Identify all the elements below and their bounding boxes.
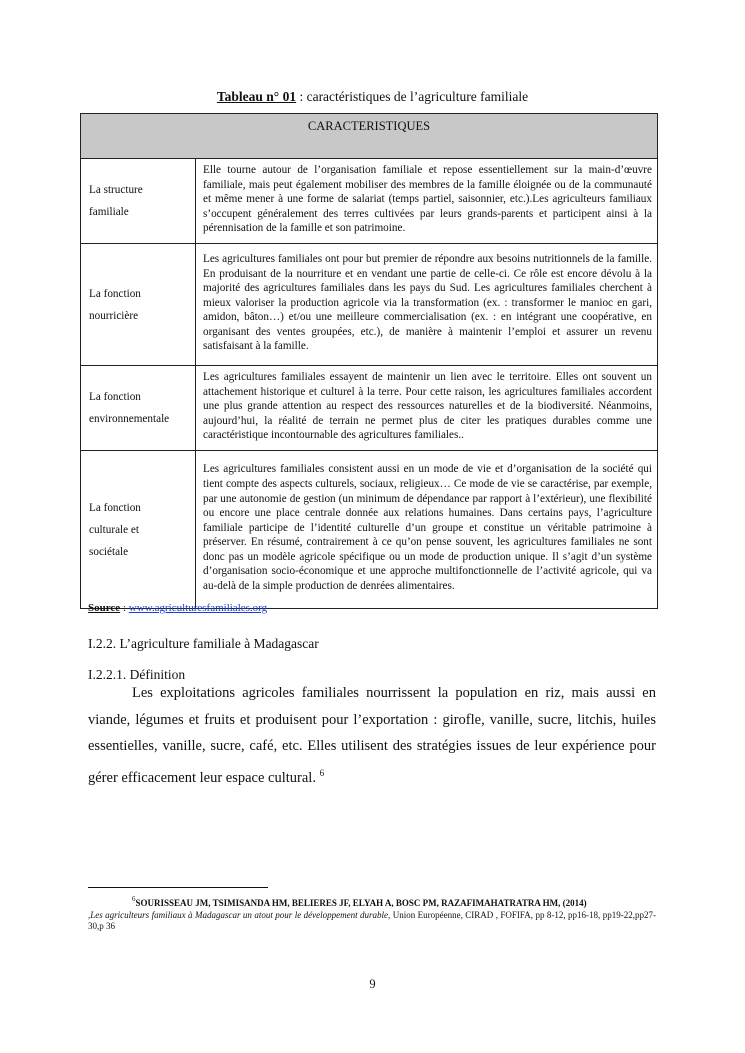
- table-row: [81, 451, 658, 609]
- footnote-reference[interactable]: 6: [319, 767, 325, 778]
- row-text: Les agricultures familiales consistent aussi en un mode de vie et d’organisation de la société qui tient compte des aspects culturels, sociaux, religieux… Ce mode de vie se caractérise, par exemple, par une autonomie de gestion (un minimum de dépendance par rapport à l’extérieur), une flexibilité ou encore une place centrale donnée aux relations humaines. Dans certains pays, l’agriculture familiale participe de l’identité culturelle d’un groupe et constitue un véritable patrimoine à préserver. En résumé, contrairement à ce qu’on pense souvent, les agricultures familiales ne sont donc pas un modèle agricole spécifique ou un mode de production unique. Il s’agit d’un système d’organisation socio-économique et une approche multifonctionnelle de l’activité agricole, qui va au-delà de la simple production de denrées alimentaires.: [196, 451, 658, 609]
- characteristics-table: [80, 113, 658, 609]
- row-text: Les agricultures familiales ont pour but premier de répondre aux besoins nutritionnels de la famille. En produisant de la nourriture et en vendant une partie de celle-ci. Ce rôle est encore dévolu à la majorité des agricultures familiales dans les pays du Sud. Les agricultures familiales cherchent à mieux valoriser la production agricole via la transformation (ex. : transformer le manioc en gari, amidon, bâton…) et/ou une meilleure commercialisation (ex. : en intégrant une coopérative, en organisant des ventes groupées, etc.), de manière à maintenir l’emploi et assurer un revenu satisfaisant à la famille.: [196, 244, 658, 366]
- row-label: La fonction culturale et sociétale: [81, 451, 196, 609]
- row-text: Elle tourne autour de l’organisation familiale et repose essentiellement sur la main-d’œuvre familiale, mais peut également mobiliser des membres de la famille éloignée ou de la communauté et même mener à une forme de salariat (temps partiel, saisonnier, etc.).Les agriculteurs familiaux s’occupent généralement des terres cultivées par leurs grands-parents et participent ainsi à la pérennisation de la famille et son patrimoine.: [196, 159, 658, 244]
- footnote-details: Union Européenne, CIRAD , FOFIFA, pp 8-12, pp16-18, pp19-22,pp27-30,p 36: [88, 909, 656, 931]
- table-header-row: [81, 114, 658, 159]
- row-label: La structure familiale: [81, 159, 196, 244]
- footnote: [88, 894, 656, 933]
- source-label: Source: [88, 602, 121, 614]
- table-caption-text: : caractéristiques de l’agriculture familiale: [296, 89, 529, 104]
- footnote-separator: [88, 887, 268, 888]
- page-number: 9: [369, 977, 376, 991]
- table-header: CARACTERISTIQUES: [81, 114, 658, 159]
- footnote-authors: SOURISSEAU JM, TSIMISANDA HM, BELIERES JF, ELYAH A, BOSC PM, RAZAFIMAHATRATRA HM, (2014): [135, 898, 587, 908]
- body-paragraph: Les exploitations agricoles familiales nourrissent la population en riz, mais aussi en viande, légumes et fruits et produisent pour l’exportation : girofle, vanille, sucre, litchis, huiles essentielles, vanille, sucre, café, etc. Elles utilisent des stratégies issues de leur expérience pour gérer efficacement leur espace cultural. $^6$: [88, 685, 656, 786]
- row-label: La fonction nourricière: [81, 244, 196, 366]
- source-link[interactable]: www.agriculturesfamiliales.org: [128, 602, 268, 614]
- table-caption-label: Tableau n° 01: [216, 89, 297, 104]
- table-source: Source : www.agriculturesfamiliales.org: [88, 602, 268, 614]
- footnote-mark: 6: [132, 895, 136, 903]
- table-row: [81, 244, 658, 366]
- table-row: [81, 366, 658, 451]
- table-row: [81, 159, 658, 244]
- subsection-heading: I.2.2.1. Définition: [88, 667, 186, 682]
- section-heading: I.2.2. L’agriculture familiale à Madagascar: [88, 636, 319, 651]
- table-caption: [0, 89, 745, 105]
- row-text: Les agricultures familiales essayent de maintenir un lien avec le territoire. Elles ont souvent un attachement historique et culturel à la terre. Pour cette raison, les agricultures familiales accordent une plus grande attention au respect des ressources naturelles et de la biodiversité. Néanmoins, aujourd’hui, la réalité de terrain ne permet plus de citer les pratiques durables comme une caractéristique incontournable des agricultures familiales..: [196, 366, 658, 451]
- footnote-title: ,Les agriculteurs familiaux à Madagascar un atout pour le développement durable,: [88, 909, 391, 920]
- row-label: La fonction environnementale: [81, 366, 196, 451]
